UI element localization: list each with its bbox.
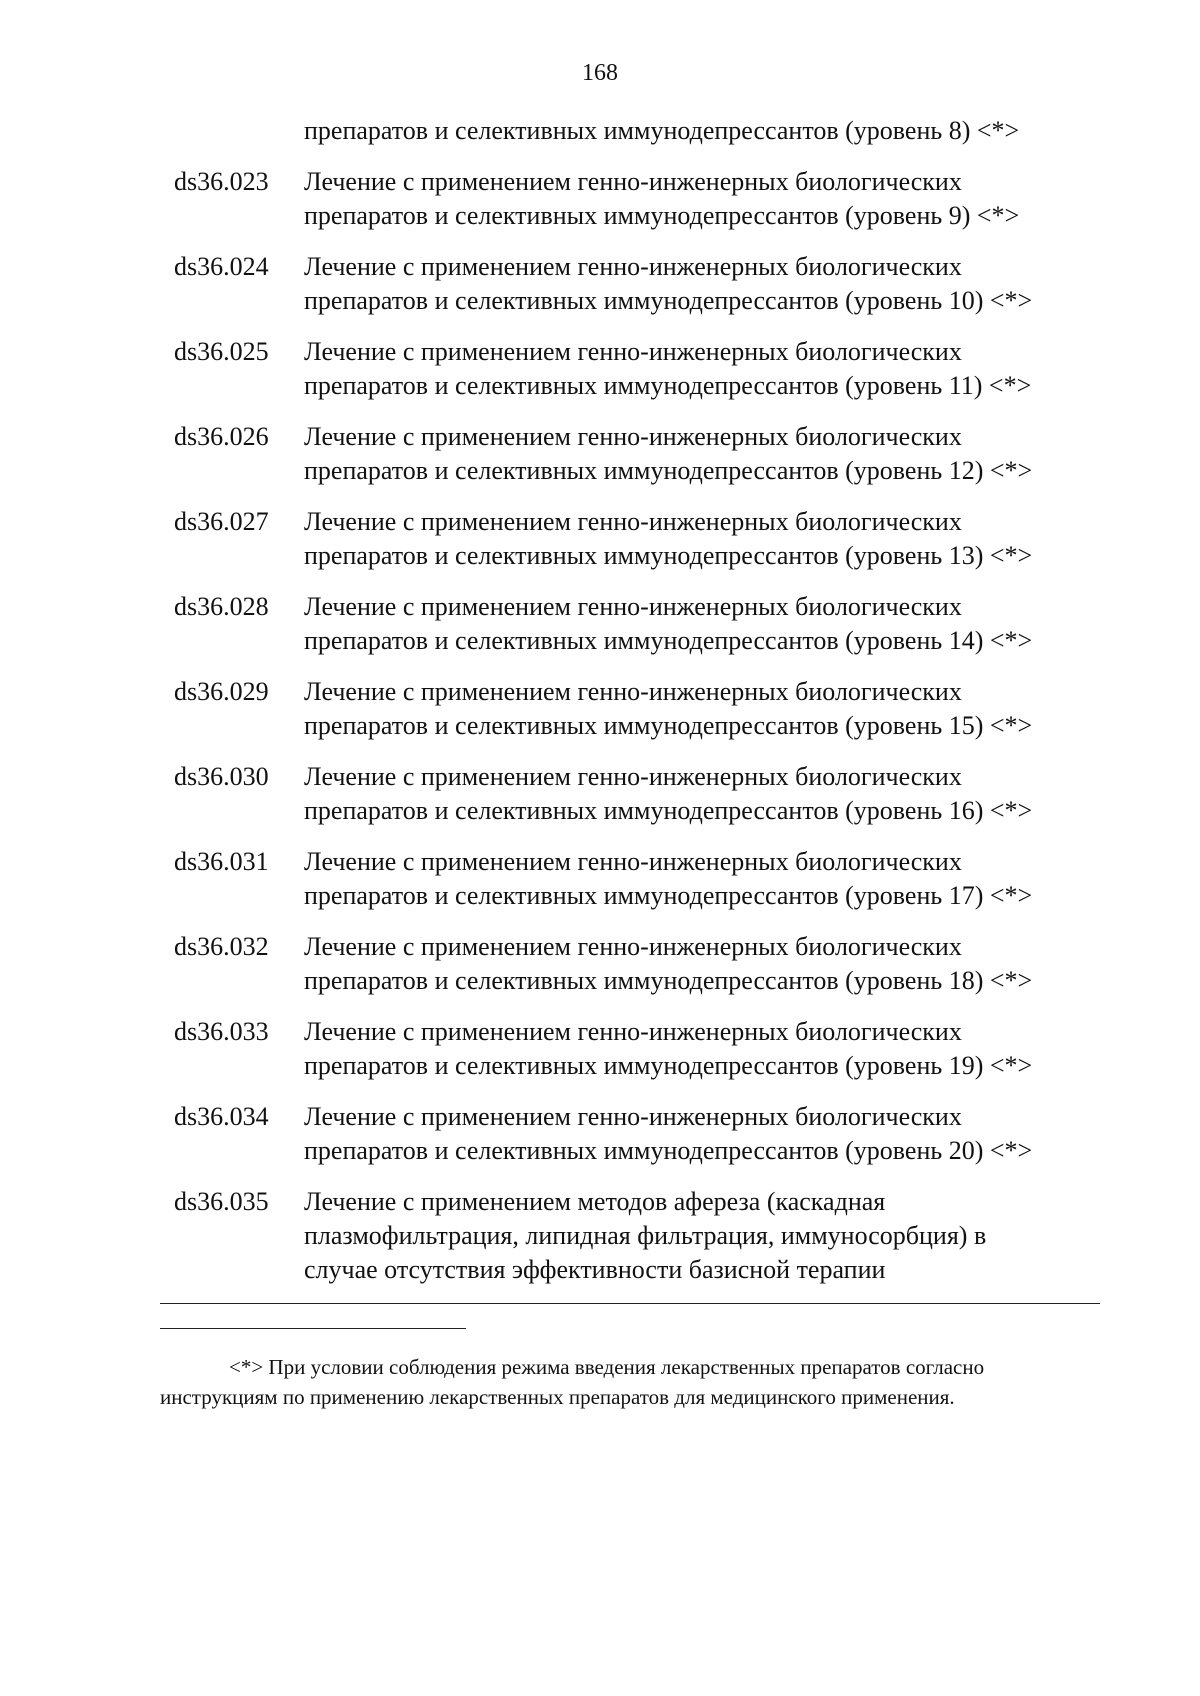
continuation-line: препаратов и селективных иммунодепрессантов (уровень 8) <*> [304, 116, 1020, 145]
list-item [174, 165, 1104, 233]
entry-description [304, 590, 1104, 658]
entry-description-line: Лечение с применением генно-инженерных биологических [304, 677, 962, 706]
list-item [174, 1185, 1104, 1287]
list-item [174, 505, 1104, 573]
entry-description [304, 165, 1104, 233]
entry-description-line: препаратов и селективных иммунодепрессантов (уровень 15) <*> [304, 711, 1033, 740]
entry-description [304, 845, 1104, 913]
entry-description-line: препаратов и селективных иммунодепрессантов (уровень 12) <*> [304, 456, 1033, 485]
list-item [174, 590, 1104, 658]
entry-code: ds36.025 [174, 337, 269, 366]
footnote [160, 1352, 1120, 1412]
entry-description-line: препаратов и селективных иммунодепрессантов (уровень 20) <*> [304, 1136, 1033, 1165]
footnote-line-2: инструкциям по применению лекарственных препаратов для медицинского применения. [160, 1385, 955, 1409]
entry-code: ds36.033 [174, 1017, 269, 1046]
entry-description-line: Лечение с применением генно-инженерных биологических [304, 1102, 962, 1131]
entry-description-line: Лечение с применением генно-инженерных биологических [304, 762, 962, 791]
entry-code: ds36.032 [174, 932, 269, 961]
entry-description [304, 760, 1104, 828]
entry-code: ds36.031 [174, 847, 269, 876]
entry-description [304, 1185, 1104, 1287]
entry-description-line: препаратов и селективных иммунодепрессантов (уровень 19) <*> [304, 1051, 1033, 1080]
entry-code: ds36.034 [174, 1102, 269, 1131]
entry-description-line: Лечение с применением генно-инженерных биологических [304, 507, 962, 536]
entry-description-line: Лечение с применением генно-инженерных биологических [304, 422, 962, 451]
entry-description-line: случае отсутствия эффективности базисной терапии [304, 1255, 886, 1284]
entry-code: ds36.023 [174, 167, 269, 196]
entry-code: ds36.027 [174, 507, 269, 536]
entry-description-line: Лечение с применением генно-инженерных биологических [304, 167, 962, 196]
entry-description-line: Лечение с применением генно-инженерных биологических [304, 932, 962, 961]
list-item [174, 930, 1104, 998]
entry-code: ds36.028 [174, 592, 269, 621]
entry-description-line: Лечение с применением генно-инженерных биологических [304, 252, 962, 281]
entry-description [304, 1100, 1104, 1168]
list-item [174, 1015, 1104, 1083]
list-item [174, 845, 1104, 913]
table-bottom-rule [160, 1303, 1100, 1304]
page-number: 168 [582, 60, 618, 86]
entry-description-line: препаратов и селективных иммунодепрессантов (уровень 18) <*> [304, 966, 1033, 995]
entry-description-line: препаратов и селективных иммунодепрессантов (уровень 17) <*> [304, 881, 1033, 910]
list-item [174, 760, 1104, 828]
entry-description [304, 675, 1104, 743]
document-body [174, 114, 1104, 1304]
entry-description [304, 505, 1104, 573]
entry-description [304, 420, 1104, 488]
entry-description-line: препаратов и селективных иммунодепрессантов (уровень 14) <*> [304, 626, 1033, 655]
entry-description [304, 250, 1104, 318]
entry-description-line: Лечение с применением генно-инженерных биологических [304, 592, 962, 621]
entry-description-line: Лечение с применением генно-инженерных биологических [304, 1017, 962, 1046]
entry-list [174, 165, 1104, 1287]
entry-description-line: препаратов и селективных иммунодепрессантов (уровень 9) <*> [304, 201, 1020, 230]
footnote-line-1: <*> При условии соблюдения режима введения лекарственных препаратов согласно [229, 1355, 985, 1379]
entry-code: ds36.024 [174, 252, 269, 281]
list-item [174, 1100, 1104, 1168]
entry-code: ds36.030 [174, 762, 269, 791]
entry-description-line: препаратов и селективных иммунодепрессантов (уровень 10) <*> [304, 286, 1033, 315]
entry-description-line: Лечение с применением методов афереза (каскадная [304, 1187, 886, 1216]
entry-code: ds36.035 [174, 1187, 269, 1216]
entry-description-line: Лечение с применением генно-инженерных биологических [304, 337, 962, 366]
entry-description [304, 930, 1104, 998]
entry-code: ds36.026 [174, 422, 269, 451]
footnote-separator [160, 1328, 466, 1329]
entry-description-line: Лечение с применением генно-инженерных биологических [304, 847, 962, 876]
entry-description-line: препаратов и селективных иммунодепрессантов (уровень 13) <*> [304, 541, 1033, 570]
entry-description [304, 1015, 1104, 1083]
entry-description-line: плазмофильтрация, липидная фильтрация, иммуносорбция) в [304, 1221, 987, 1250]
entry-code: ds36.029 [174, 677, 269, 706]
entry-description-line: препаратов и селективных иммунодепрессантов (уровень 11) <*> [304, 371, 1032, 400]
list-item [174, 420, 1104, 488]
list-item [174, 250, 1104, 318]
list-item [174, 675, 1104, 743]
entry-description [304, 335, 1104, 403]
list-item [174, 335, 1104, 403]
entry-description-line: препаратов и селективных иммунодепрессантов (уровень 16) <*> [304, 796, 1033, 825]
